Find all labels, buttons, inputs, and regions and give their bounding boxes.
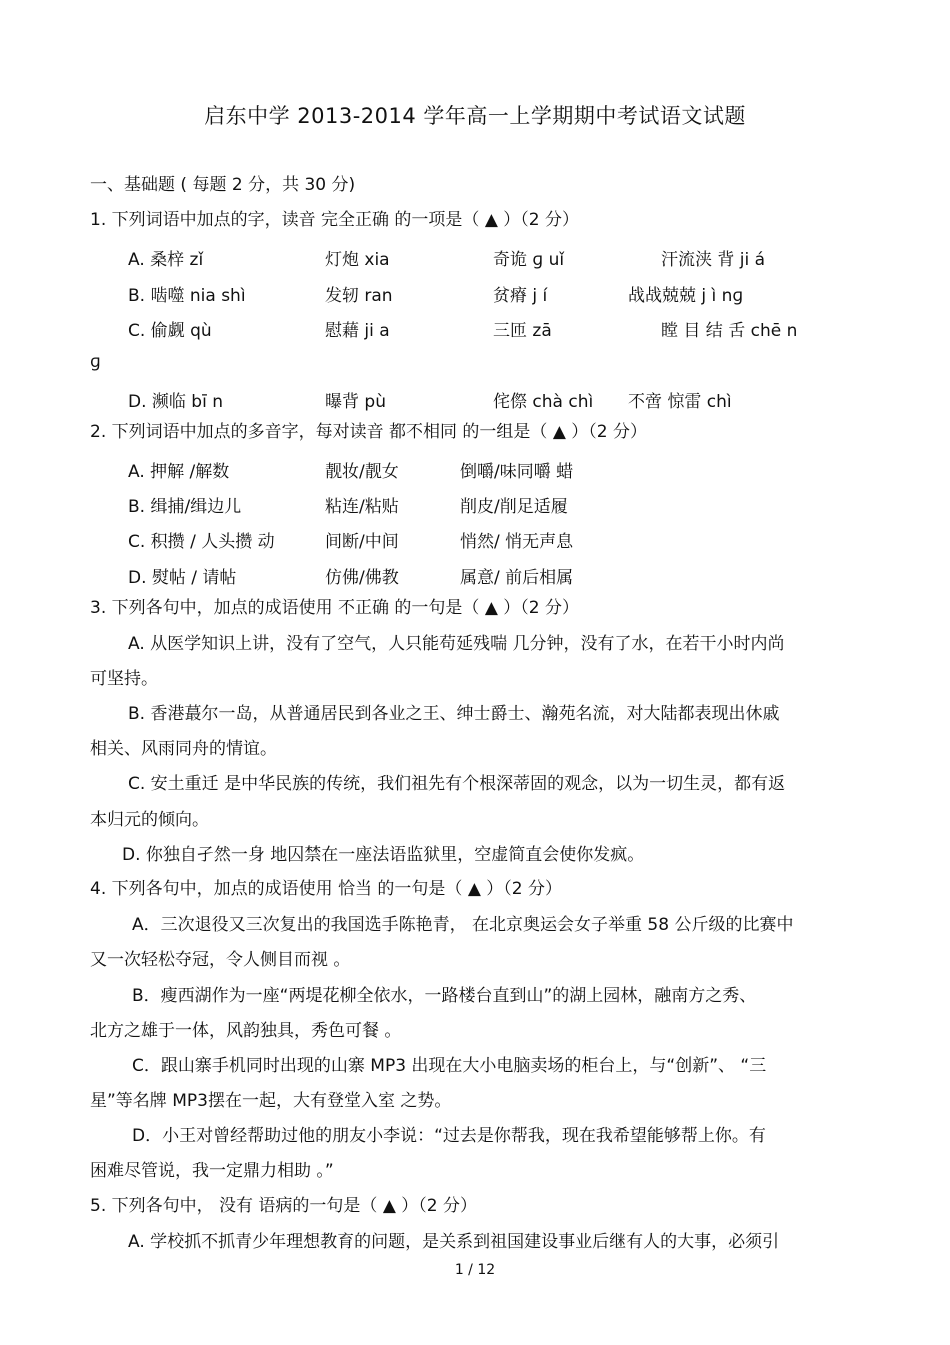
question-5-option-a: A. 学校抓不抓青少年理想教育的问题，是关系到祖国建设事业后继有人的大事，必须引 [128, 1232, 780, 1252]
question-4-option-c-cont: 星”等名牌 MP3摆在一起，大有登堂入室 之势。 [90, 1091, 452, 1111]
question-3-option-a: A. 从医学知识上讲，没有了空气，人只能苟延残喘 几分钟，没有了水，在若干小时内尚 [128, 634, 785, 654]
question-5-stem: 5. 下列各句中， 没有 语病的一句是（ ▲ ）（2 分） [90, 1196, 478, 1216]
question-4-option-b-cont: 北方之雄于一体，风韵独具，秀色可餐 。 [90, 1021, 402, 1041]
document-title: 启东中学 2013-2014 学年高一上学期期中考试语文试题 [204, 104, 746, 128]
question-3-option-c: C. 安土重迁 是中华民族的传统，我们祖先有个根深蒂固的观念，以为一切生灵，都有返 [128, 774, 786, 794]
question-4-option-d-cont: 困难尽管说，我一定鼎力相助 。” [90, 1161, 334, 1181]
question-4-option-c: C．跟山寨手机同时出现的山寨 MP3 出现在大小电脑卖场的柜台上，与“创新”、 “三 [132, 1056, 767, 1076]
page-number: 1 / 12 [454, 1262, 496, 1278]
question-4-stem: 4. 下列各句中，加点的成语使用 恰当 的一句是（ ▲ ）（2 分） [90, 879, 563, 899]
question-3-option-b: B. 香港蕞尔一岛，从普通居民到各业之王、绅士爵士、瀚苑名流，对大陆都表现出休戚 [128, 704, 780, 724]
question-3-option-a-cont: 可坚持。 [90, 669, 158, 689]
question-3-option-b-cont: 相关、风雨同舟的情谊。 [90, 739, 277, 759]
question-3-option-d: D. 你独自孑然一身 地囚禁在一座法语监狱里，空虚简直会使你发疯。 [122, 845, 645, 865]
question-2-stem: 2. 下列词语中加点的多音字，每对读音 都不相同 的一组是（ ▲ ）（2 分） [90, 422, 648, 442]
question-3-stem: 3. 下列各句中，加点的成语使用 不正确 的一句是（ ▲ ）（2 分） [90, 598, 580, 618]
question-4-option-b: B．瘦西湖作为一座“两堤花柳全依水，一路楼台直到山”的湖上园林，融南方之秀、 [132, 986, 757, 1006]
section-heading: 一、基础题 ( 每题 2 分，共 30 分) [90, 175, 356, 195]
question-3-option-c-cont: 本归元的倾向。 [90, 810, 209, 830]
question-4-option-d: D．小王对曾经帮助过他的朋友小李说：“过去是你帮我，现在我希望能够帮上你。有 [132, 1126, 766, 1146]
question-1-stem: 1. 下列词语中加点的字，读音 完全正确 的一项是（ ▲ ）（2 分） [90, 210, 580, 230]
question-1-wrap: ɡ [90, 352, 101, 372]
question-4-option-a: A．三次退役又三次复出的我国选手陈艳青， 在北京奥运会女子举重 58 公斤级的比赛中 [132, 915, 794, 935]
question-4-option-a-cont: 又一次轻松夺冠，令人侧目而视 。 [90, 950, 351, 970]
